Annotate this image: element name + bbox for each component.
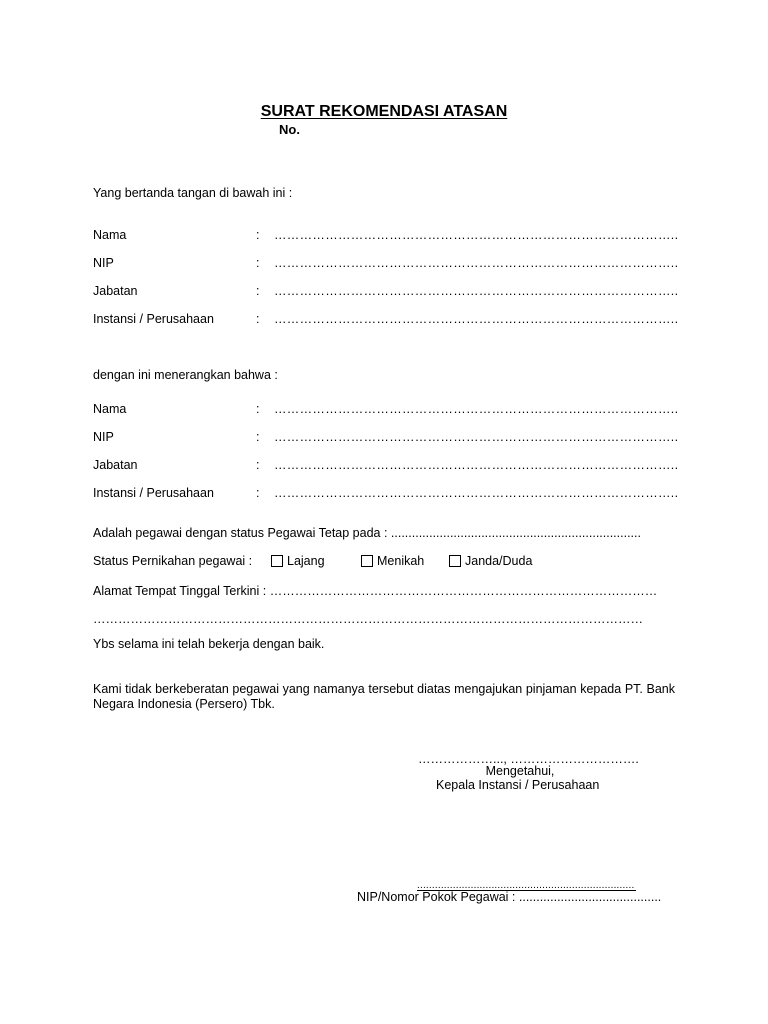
option-married-label: Menikah (377, 554, 425, 568)
signer-nip-colon: : (256, 256, 260, 270)
checkbox-married[interactable] (361, 555, 373, 567)
signer-name-colon: : (256, 228, 260, 242)
option-married[interactable] (361, 554, 424, 569)
employee-company-blank[interactable]: ………………………………………………………………………………….. (274, 486, 679, 500)
employee-position-label: Jabatan (93, 458, 138, 472)
checkbox-single[interactable] (271, 555, 283, 567)
option-widowed[interactable] (449, 554, 532, 569)
signer-company-blank[interactable]: ………………………………………………………………………………….. (274, 312, 679, 326)
nip-label[interactable]: NIP/Nomor Pokok Pegawai : ......................................... (357, 890, 662, 904)
marital-status-row (93, 554, 533, 569)
option-single-label: Lajang (287, 554, 325, 568)
signer-nip-label: NIP (93, 256, 114, 270)
employee-position-colon: : (256, 458, 260, 472)
address-line[interactable]: Alamat Tempat Tinggal Terkini : ………………………………………………………………………………… (93, 584, 658, 598)
signer-company-colon: : (256, 312, 260, 326)
signer-nip-blank[interactable]: ………………………………………………………………………………….. (274, 256, 679, 270)
letter-number-label: No. (279, 122, 300, 137)
signer-intro: Yang bertanda tangan di bawah ini : (93, 186, 293, 200)
employee-nip-label: NIP (93, 430, 114, 444)
employment-status-line[interactable]: Adalah pegawai dengan status Pegawai Tetap pada : ........................................................................ (93, 526, 641, 540)
signature-name-line[interactable]: ......................................................................... (417, 881, 635, 891)
employee-intro: dengan ini menerangkan bahwa : (93, 368, 278, 382)
address-continuation-line[interactable]: …………………………………………………………………………………………………………………… (93, 612, 643, 626)
signer-name-blank[interactable]: ………………………………………………………………………………….. (274, 228, 679, 242)
good-work-statement: Ybs selama ini telah bekerja dengan baik. (93, 637, 325, 651)
employee-name-label: Nama (93, 402, 127, 416)
checkbox-widowed[interactable] (449, 555, 461, 567)
employee-nip-blank[interactable]: ………………………………………………………………………………….. (274, 430, 679, 444)
employee-company-label: Instansi / Perusahaan (93, 486, 214, 500)
employee-nip-colon: : (256, 430, 260, 444)
signer-position-label: Jabatan (93, 284, 138, 298)
employee-company-colon: : (256, 486, 260, 500)
no-objection-statement: Kami tidak berkeberatan pegawai yang namanya tersebut diatas mengajukan pinjaman kepada PT. Bank Negara Indonesia (Persero) Tbk. (93, 682, 675, 711)
employee-name-colon: : (256, 402, 260, 416)
option-widowed-label: Janda/Duda (465, 554, 533, 568)
marital-status-label: Status Pernikahan pegawai : (93, 554, 253, 568)
signer-position-colon: : (256, 284, 260, 298)
signer-position-blank[interactable]: ………………………………………………………………………………….. (274, 284, 679, 298)
employee-position-blank[interactable]: ………………………………………………………………………………….. (274, 458, 679, 472)
employee-name-blank[interactable]: ………………………………………………………………………………….. (274, 402, 679, 416)
option-single[interactable] (271, 554, 325, 569)
acknowledged-label: Mengetahui, (485, 764, 555, 778)
letter-title: SURAT REKOMENDASI ATASAN (260, 103, 508, 120)
signer-role-label: Kepala Instansi / Perusahaan (436, 778, 600, 792)
signer-company-label: Instansi / Perusahaan (93, 312, 214, 326)
place-date-blank[interactable]: ………………..., …………………………. (418, 752, 639, 766)
signer-name-label: Nama (93, 228, 127, 242)
